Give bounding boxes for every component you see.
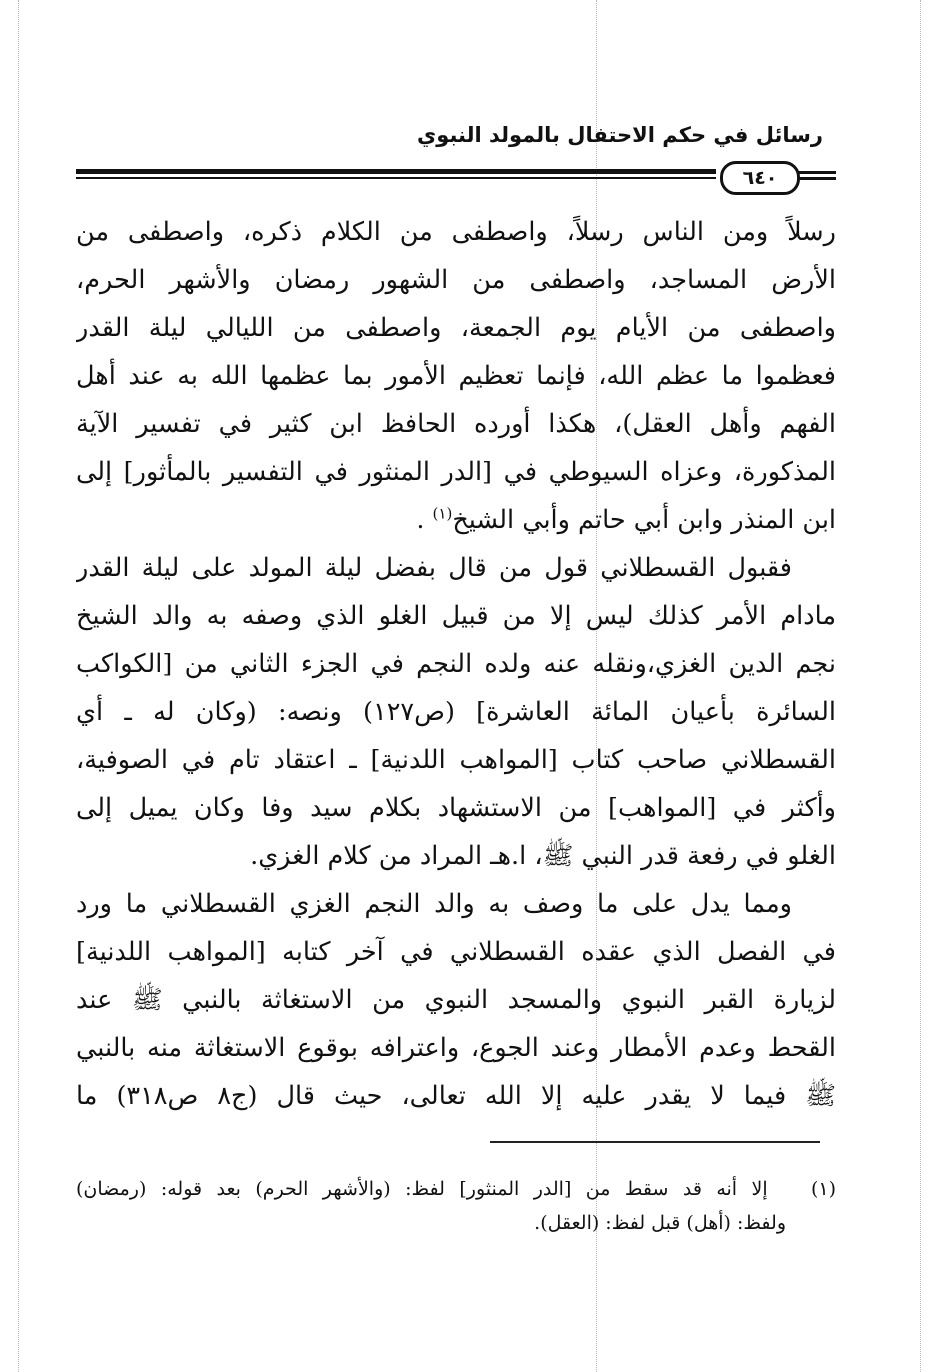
text-line: ﷺ فيما لا يقدر عليه إلا الله تعالى، حيث قال (ج٨ ص٣١٨) ما [76,1081,836,1111]
text-line: رسلاً ومن الناس رسلاً، واصطفى من الكلام ذكره، واصطفى من [76,217,836,247]
header-rule-thin [76,177,716,179]
header-rule-right [798,177,836,180]
page-number: ٦٤٠ [720,161,800,195]
scan-guide-line [18,0,19,1372]
scan-guide-line [920,0,921,1372]
header-rule-thick [76,169,716,174]
text-line: القحط وعدم الأمطار وعند الجوع، واعترافه بوقوع الاستغاثة منه بالنبي [76,1033,836,1063]
footnote-separator [490,1141,820,1143]
text-line: فقبول القسطلاني قول من قال بفضل ليلة المولد على ليلة القدر [76,553,792,583]
text-line: في الفصل الذي عقده القسطلاني في آخر كتابه [المواهب اللدنية] [76,937,836,967]
main-text [76,208,836,1120]
text-line: المذكورة، وعزاه السيوطي في [الدر المنثور في التفسير بالمأثور] إلى [76,457,836,487]
text-line [76,496,836,544]
footnote-reference: (١) [432,504,453,523]
header-rule [76,163,836,193]
footnote-line: ولفظ: (أهل) قبل لفظ: (العقل). [534,1212,786,1234]
text-line: واصطفى من الأيام يوم الجمعة، واصطفى من الليالي ليلة القدر [76,313,836,343]
header-rule-right [798,171,836,174]
text-fragment: . [416,505,433,535]
text-line: القسطلاني صاحب كتاب [المواهب اللدنية] ـ اعتقاد تام في الصوفية، [76,745,836,775]
text-line: ومما يدل على ما وصف به والد النجم الغزي القسطلاني ما ورد [76,889,792,919]
footnote-text: إلا أنه قد سقط من [الدر المنثور] لفظ: (والأشهر الحرم) بعد قوله: (رمضان) [76,1178,768,1200]
text-line: الغلو في رفعة قدر النبي ﷺ، ا.هـ المراد من كلام الغزي. [250,841,836,871]
text-fragment: ابن المنذر وابن أبي حاتم وأبي الشيخ [452,505,836,535]
running-head: رسائل في حكم الاحتفال بالمولد النبوي [417,123,823,147]
footnote-marker: (١) [810,1178,836,1200]
text-line: مادام الأمر كذلك ليس إلا من قبيل الغلو الذي وصفه به والد الشيخ [76,601,836,631]
text-line: وأكثر في [المواهب] من الاستشهاد بكلام سيد وفا وكان يميل إلى [76,793,836,823]
text-line: فعظموا ما عظم الله، فإنما تعظيم الأمور بما عظمها الله به عند أهل [76,361,836,391]
text-line: نجم الدين الغزي،ونقله عنه ولده النجم في الجزء الثاني من [الكواكب [76,649,836,679]
footnotes [76,1172,836,1240]
text-line: لزيارة القبر النبوي والمسجد النبوي من الاستغاثة بالنبي ﷺ عند [76,985,836,1015]
text-line: الأرض المساجد، واصطفى من الشهور رمضان والأشهر الحرم، [76,265,836,295]
text-line: السائرة بأعيان المائة العاشرة] (ص١٢٧) ونصه: (وكان له ـ أي [76,697,836,727]
footnote-line [76,1172,836,1206]
text-line: الفهم وأهل العقل)، هكذا أورده الحافظ ابن كثير في تفسير الآية [76,409,836,439]
